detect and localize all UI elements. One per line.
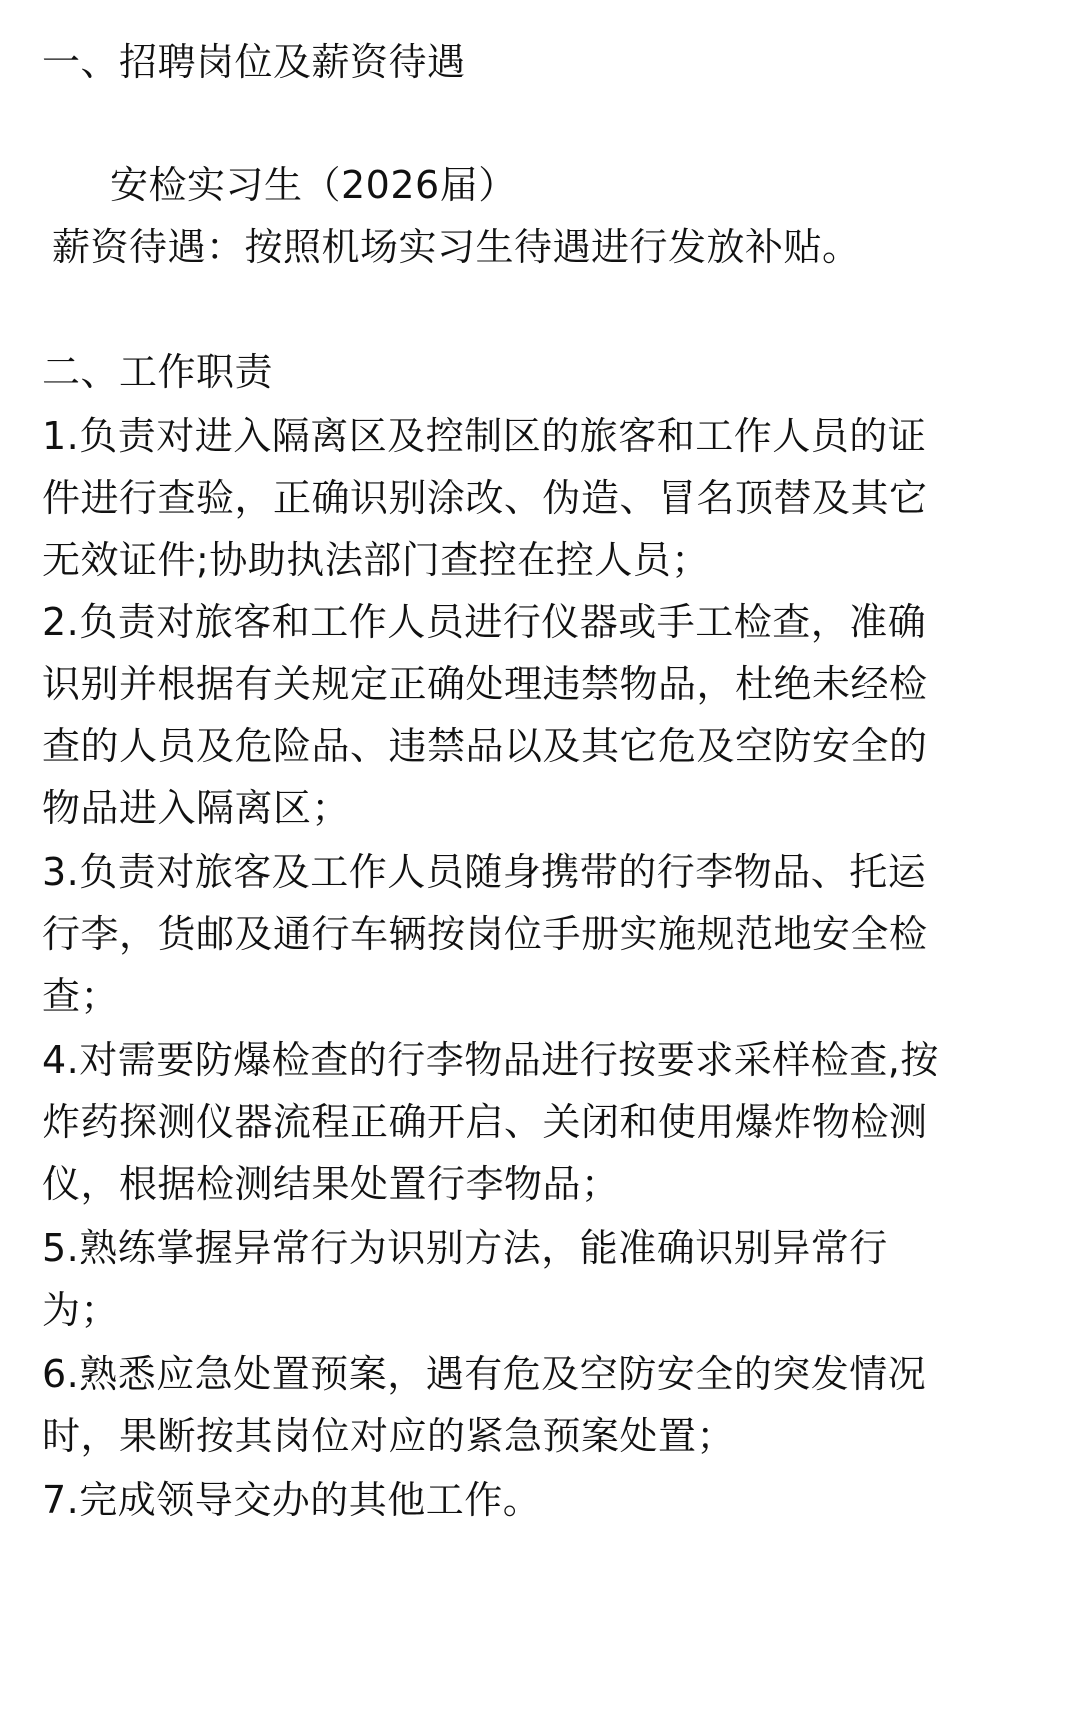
duty-line: 2.负责对旅客和工作人员进行仪器或手工检查，准确	[42, 600, 927, 644]
duty-line: 查的人员及危险品、违禁品以及其它危及空防安全的	[42, 724, 928, 768]
duty-line: 识别并根据有关规定正确处理违禁物品，杜绝未经检	[42, 662, 928, 706]
salary-text: 薪资待遇：按照机场实习生待遇进行发放补贴。	[52, 225, 861, 269]
duty-line: 仪，根据检测结果处置行李物品；	[42, 1162, 620, 1206]
duty-line: 时，果断按其岗位对应的紧急预案处置；	[42, 1414, 736, 1458]
duty-line: 行李，货邮及通行车辆按岗位手册实施规范地安全检	[42, 912, 928, 956]
duty-line: 无效证件;协助执法部门查控在控人员；	[42, 538, 710, 582]
duty-line: 炸药探测仪器流程正确开启、关闭和使用爆炸物检测	[42, 1100, 928, 1144]
duty-line: 件进行查验，正确识别涂改、伪造、冒名顶替及其它	[42, 476, 928, 520]
duty-line: 7.完成领导交办的其他工作。	[42, 1478, 542, 1522]
duty-line: 5.熟练掌握异常行为识别方法，能准确识别异常行	[42, 1226, 888, 1270]
duty-line: 查；	[42, 974, 120, 1018]
duty-line: 3.负责对旅客及工作人员随身携带的行李物品、托运	[42, 850, 927, 894]
job-title: 安检实习生（2026届）	[110, 163, 517, 207]
duty-line: 4.对需要防爆检查的行李物品进行按要求采样检查,按	[42, 1038, 939, 1082]
duty-line: 为；	[42, 1288, 120, 1332]
duty-line: 6.熟悉应急处置预案，遇有危及空防安全的突发情况	[42, 1352, 927, 1396]
section2-heading: 二、工作职责	[42, 350, 274, 394]
section1-heading: 一、招聘岗位及薪资待遇	[42, 40, 466, 84]
duty-line: 1.负责对进入隔离区及控制区的旅客和工作人员的证	[42, 414, 927, 458]
duty-line: 物品进入隔离区；	[42, 786, 351, 830]
